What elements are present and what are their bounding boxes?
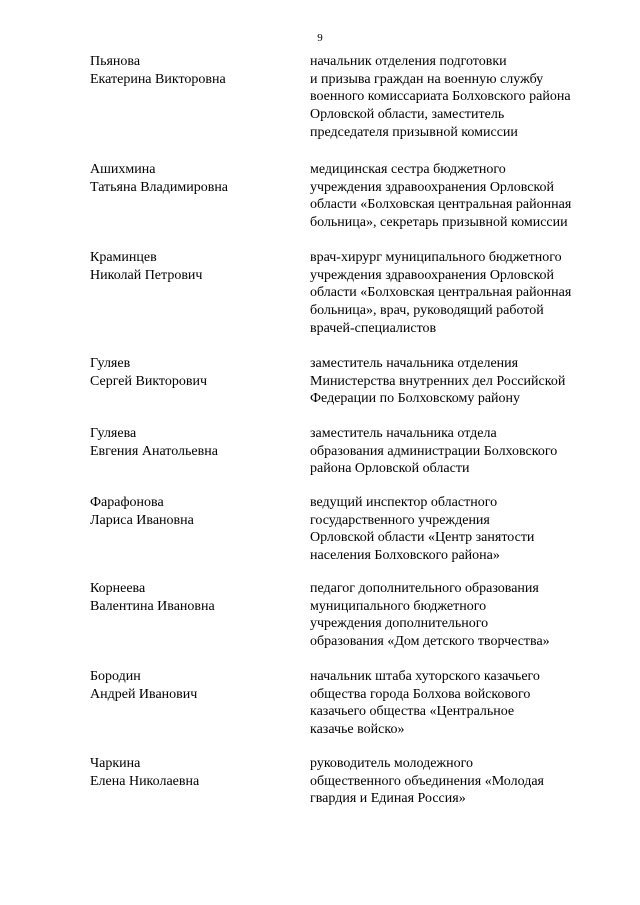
- member-role-line: и призыва граждан на военную службу: [310, 71, 544, 87]
- page-number: 9: [317, 32, 323, 44]
- member-role: [310, 249, 610, 338]
- member-surname: Бородин: [90, 669, 141, 684]
- member-role-line: руководитель молодежного: [310, 756, 473, 771]
- member-given-names: Екатерина Викторовна: [90, 71, 226, 87]
- member-role-line: района Орловской области: [310, 461, 470, 477]
- member-role-line: заместитель начальника отделения: [310, 356, 519, 371]
- member-role-line: педагог дополнительного образования: [310, 581, 539, 596]
- member-name: [90, 161, 290, 196]
- member-role: [310, 580, 610, 651]
- member-surname: Фарафонова: [90, 495, 164, 510]
- member-given-names: Евгения Анатольевна: [90, 443, 218, 459]
- member-name: [90, 668, 290, 703]
- member-surname: Ашихмина: [90, 162, 156, 177]
- member-role-line: Федерации по Болховскому району: [310, 391, 521, 407]
- member-role: [310, 425, 610, 478]
- member-surname: Краминцев: [90, 250, 157, 265]
- member-role-line: казачьего общества «Центральное: [310, 704, 515, 720]
- member-role-line: ведущий инспектор областного: [310, 495, 498, 510]
- member-given-names: Валентина Ивановна: [90, 598, 215, 614]
- member-name: [90, 494, 290, 529]
- member-given-names: Сергей Викторович: [90, 373, 208, 389]
- member-role: [310, 53, 610, 142]
- member-role-line: больница», врач, руководящий работой: [310, 303, 544, 319]
- member-role-line: государственного учреждения: [310, 512, 490, 528]
- member-role-line: начальник отделения подготовки: [310, 54, 507, 69]
- member-role-line: медицинская сестра бюджетного: [310, 162, 506, 177]
- member-surname: Чаркина: [90, 756, 141, 771]
- member-surname: Корнеева: [90, 581, 146, 596]
- member-role-line: муниципального бюджетного: [310, 598, 487, 614]
- member-role-line: Орловской области, заместитель: [310, 107, 505, 123]
- member-given-names: Татьяна Владимировна: [90, 179, 229, 195]
- member-role: [310, 161, 610, 232]
- member-role-line: председателя призывной комиссии: [310, 124, 518, 140]
- member-given-names: Лариса Ивановна: [90, 512, 194, 528]
- member-role-line: начальник штаба хуторского казачьего: [310, 669, 540, 684]
- member-name: [90, 355, 290, 390]
- member-role-line: врачей-специалистов: [310, 320, 437, 336]
- member-role-line: Орловской области «Центр занятости: [310, 530, 535, 546]
- member-role-line: общественного объединения «Молодая: [310, 773, 544, 789]
- member-role-line: общества города Болхова войскового: [310, 686, 531, 702]
- member-role-line: военного комиссариата Болховского района: [310, 89, 571, 105]
- member-given-names: Андрей Иванович: [90, 686, 198, 702]
- member-surname: Гуляев: [90, 356, 131, 371]
- member-role: [310, 494, 610, 565]
- member-role-line: учреждения здравоохранения Орловской: [310, 179, 555, 195]
- member-role-line: врач-хирург муниципального бюджетного: [310, 250, 562, 265]
- member-role-line: области «Болховская центральная районная: [310, 285, 572, 301]
- member-given-names: Николай Петрович: [90, 267, 203, 283]
- member-role-line: больница», секретарь призывной комиссии: [310, 215, 568, 231]
- member-given-names: Елена Николаевна: [90, 773, 200, 789]
- member-name: [90, 755, 290, 790]
- member-role-line: образования «Дом детского творчества»: [310, 634, 550, 650]
- member-role: [310, 668, 610, 739]
- member-surname: Гуляева: [90, 426, 137, 441]
- member-name: [90, 249, 290, 284]
- member-name: [90, 580, 290, 615]
- member-role-line: области «Болховская центральная районная: [310, 197, 572, 213]
- member-role-line: населения Болховского района»: [310, 548, 500, 564]
- member-role: [310, 355, 610, 408]
- member-role: [310, 755, 610, 808]
- member-role-line: заместитель начальника отдела: [310, 426, 497, 441]
- member-role-line: гвардия и Единая Россия»: [310, 791, 466, 807]
- member-name: [90, 425, 290, 460]
- member-role-line: Министерства внутренних дел Российской: [310, 373, 566, 389]
- member-surname: Пьянова: [90, 54, 141, 69]
- member-role-line: учреждения дополнительного: [310, 616, 489, 632]
- member-role-line: учреждения здравоохранения Орловской: [310, 267, 555, 283]
- member-role-line: казачье войско»: [310, 722, 405, 738]
- member-role-line: образования администрации Болховского: [310, 443, 558, 459]
- member-name: [90, 53, 290, 88]
